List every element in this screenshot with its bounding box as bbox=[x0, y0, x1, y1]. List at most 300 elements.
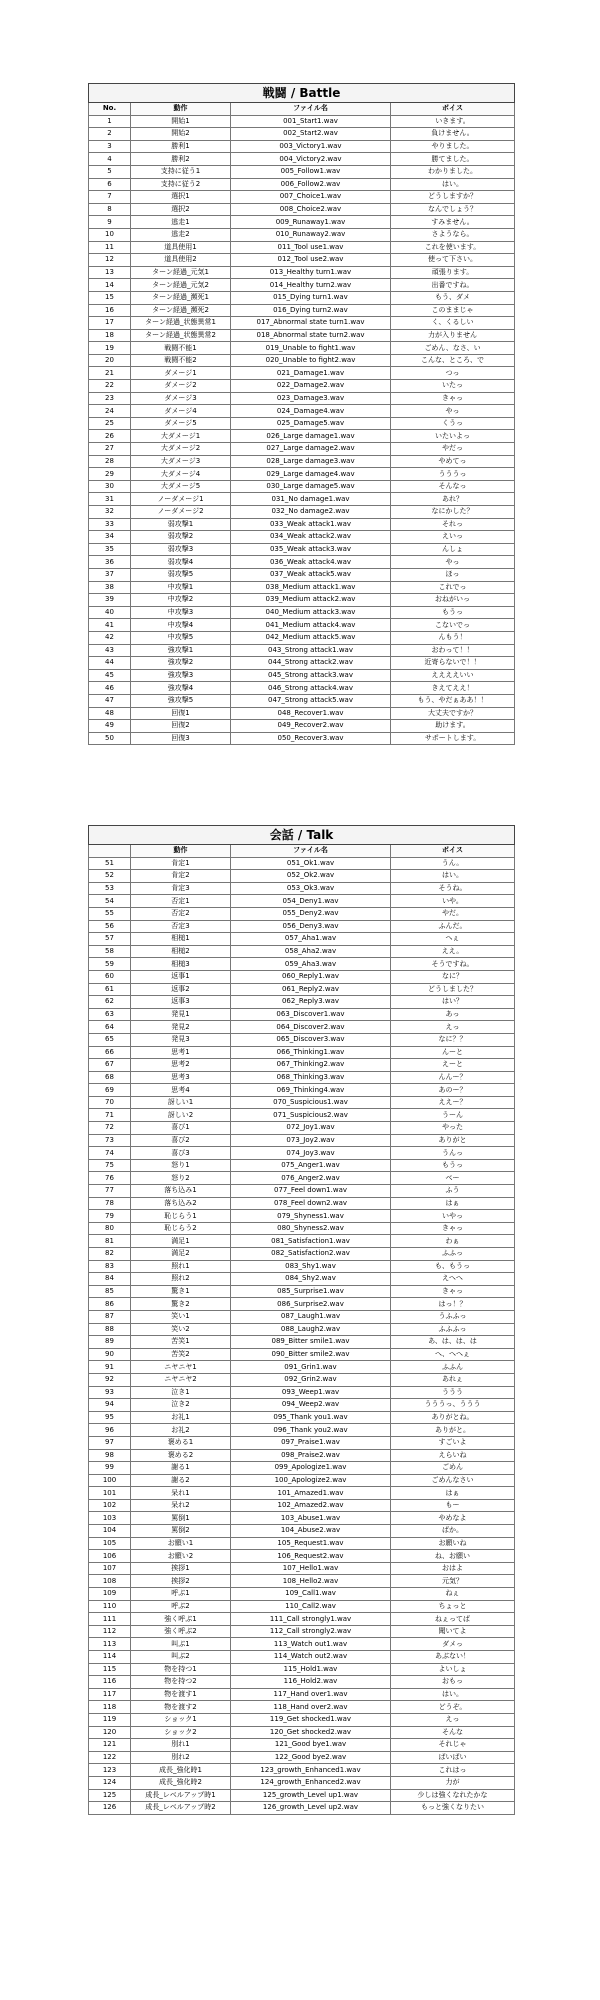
filename-cell: 101_Amazed1.wav bbox=[231, 1487, 391, 1500]
action-cell: 否定1 bbox=[131, 895, 231, 908]
filename-cell: 077_Feel down1.wav bbox=[231, 1185, 391, 1198]
table-row bbox=[89, 996, 515, 1009]
no-cell: 103 bbox=[89, 1512, 131, 1525]
voice-cell: うううっ、ううう bbox=[391, 1399, 515, 1412]
no-cell: 38 bbox=[89, 581, 131, 594]
table-row bbox=[89, 1411, 515, 1424]
no-cell: 61 bbox=[89, 983, 131, 996]
no-cell: 44 bbox=[89, 657, 131, 670]
no-cell: 77 bbox=[89, 1185, 131, 1198]
filename-cell: 052_Ok2.wav bbox=[231, 870, 391, 883]
table-row bbox=[89, 1235, 515, 1248]
no-cell: 60 bbox=[89, 970, 131, 983]
action-cell: 否定2 bbox=[131, 907, 231, 920]
action-cell: 思考2 bbox=[131, 1059, 231, 1072]
column-header-no bbox=[89, 845, 131, 858]
voice-cell: 近寄らないで！！ bbox=[391, 657, 515, 670]
table-row bbox=[89, 1159, 515, 1172]
voice-cell: やめてっ bbox=[391, 455, 515, 468]
action-cell: 強く呼ぶ1 bbox=[131, 1613, 231, 1626]
voice-cell: んーと bbox=[391, 1046, 515, 1059]
filename-cell: 076_Anger2.wav bbox=[231, 1172, 391, 1185]
no-cell: 65 bbox=[89, 1033, 131, 1046]
voice-cell: よいしょ bbox=[391, 1663, 515, 1676]
action-cell: 発見2 bbox=[131, 1021, 231, 1034]
filename-cell: 064_Discover2.wav bbox=[231, 1021, 391, 1034]
action-cell: ショック2 bbox=[131, 1726, 231, 1739]
no-cell: 102 bbox=[89, 1499, 131, 1512]
table-row bbox=[89, 958, 515, 971]
no-cell: 69 bbox=[89, 1084, 131, 1097]
action-cell: 強攻撃5 bbox=[131, 694, 231, 707]
filename-cell: 117_Hand over1.wav bbox=[231, 1688, 391, 1701]
action-cell: 挨拶2 bbox=[131, 1575, 231, 1588]
voice-cell: なんでしょう？ bbox=[391, 203, 515, 216]
voice-cell: はい。 bbox=[391, 178, 515, 191]
filename-cell: 087_Laugh1.wav bbox=[231, 1310, 391, 1323]
no-cell: 112 bbox=[89, 1625, 131, 1638]
table-row bbox=[89, 1021, 515, 1034]
table-row bbox=[89, 304, 515, 317]
table-row bbox=[89, 367, 515, 380]
no-cell: 62 bbox=[89, 996, 131, 1009]
no-cell: 105 bbox=[89, 1537, 131, 1550]
no-cell: 20 bbox=[89, 354, 131, 367]
filename-cell: 120_Get shocked2.wav bbox=[231, 1726, 391, 1739]
action-cell: 肯定2 bbox=[131, 870, 231, 883]
voice-cell: あれぇ bbox=[391, 1373, 515, 1386]
voice-cell: 頑張ります。 bbox=[391, 266, 515, 279]
voice-cell: きゃっ bbox=[391, 392, 515, 405]
voice-cell: いたいよっ bbox=[391, 430, 515, 443]
table-row bbox=[89, 1600, 515, 1613]
voice-cell: あ、は、は、は bbox=[391, 1336, 515, 1349]
voice-cell: つっ bbox=[391, 367, 515, 380]
table-row bbox=[89, 1537, 515, 1550]
action-cell: 驚き1 bbox=[131, 1285, 231, 1298]
filename-cell: 034_Weak attack2.wav bbox=[231, 531, 391, 544]
table-row bbox=[89, 317, 515, 330]
action-cell: 中攻撃1 bbox=[131, 581, 231, 594]
no-cell: 92 bbox=[89, 1373, 131, 1386]
filename-cell: 009_Runaway1.wav bbox=[231, 216, 391, 229]
action-cell: 満足1 bbox=[131, 1235, 231, 1248]
table-row bbox=[89, 1613, 515, 1626]
table-row bbox=[89, 165, 515, 178]
action-cell: 挨拶1 bbox=[131, 1562, 231, 1575]
no-cell: 58 bbox=[89, 945, 131, 958]
no-cell: 81 bbox=[89, 1235, 131, 1248]
action-cell: 支持に従う2 bbox=[131, 178, 231, 191]
table-row bbox=[89, 115, 515, 128]
action-cell: 戦闘不能2 bbox=[131, 354, 231, 367]
table-row bbox=[89, 329, 515, 342]
filename-cell: 103_Abuse1.wav bbox=[231, 1512, 391, 1525]
filename-cell: 078_Feel down2.wav bbox=[231, 1197, 391, 1210]
no-cell: 67 bbox=[89, 1059, 131, 1072]
table-row bbox=[89, 1449, 515, 1462]
filename-cell: 074_Joy3.wav bbox=[231, 1147, 391, 1160]
filename-cell: 020_Unable to fight2.wav bbox=[231, 354, 391, 367]
table-row bbox=[89, 1361, 515, 1374]
table-row bbox=[89, 405, 515, 418]
no-cell: 5 bbox=[89, 165, 131, 178]
voice-cell: んしょ bbox=[391, 543, 515, 556]
table-row bbox=[89, 1134, 515, 1147]
table-row bbox=[89, 216, 515, 229]
voice-cell: なにかした？ bbox=[391, 506, 515, 519]
no-cell: 72 bbox=[89, 1122, 131, 1135]
action-cell: 物を持つ2 bbox=[131, 1676, 231, 1689]
action-cell: 道具使用1 bbox=[131, 241, 231, 254]
no-cell: 15 bbox=[89, 291, 131, 304]
no-cell: 126 bbox=[89, 1802, 131, 1815]
table-row bbox=[89, 1525, 515, 1538]
action-cell: 落ち込み1 bbox=[131, 1185, 231, 1198]
action-cell: ダメージ1 bbox=[131, 367, 231, 380]
no-cell: 73 bbox=[89, 1134, 131, 1147]
table-row bbox=[89, 933, 515, 946]
table-row bbox=[89, 707, 515, 720]
action-cell: 泣き2 bbox=[131, 1399, 231, 1412]
table-row bbox=[89, 1008, 515, 1021]
table-row bbox=[89, 1273, 515, 1286]
voice-cell: もう、やだぁああ！！ bbox=[391, 694, 515, 707]
voice-cell: 使って下さい。 bbox=[391, 254, 515, 267]
filename-cell: 031_No damage1.wav bbox=[231, 493, 391, 506]
no-cell: 119 bbox=[89, 1713, 131, 1726]
table-row bbox=[89, 644, 515, 657]
filename-cell: 054_Deny1.wav bbox=[231, 895, 391, 908]
action-cell: ショック1 bbox=[131, 1713, 231, 1726]
voice-cell: すみません。 bbox=[391, 216, 515, 229]
no-cell: 52 bbox=[89, 870, 131, 883]
filename-cell: 029_Large damage4.wav bbox=[231, 468, 391, 481]
table-row bbox=[89, 870, 515, 883]
action-cell: ノーダメージ1 bbox=[131, 493, 231, 506]
table-row bbox=[89, 1059, 515, 1072]
voice-cell: ふふっ bbox=[391, 1248, 515, 1261]
voice-cell: 聞いてよ bbox=[391, 1625, 515, 1638]
voice-cell: ええー？ bbox=[391, 1096, 515, 1109]
no-cell: 37 bbox=[89, 568, 131, 581]
table-row bbox=[89, 970, 515, 983]
filename-cell: 028_Large damage3.wav bbox=[231, 455, 391, 468]
table-row bbox=[89, 581, 515, 594]
voice-cell: べー bbox=[391, 1172, 515, 1185]
table-row bbox=[89, 1764, 515, 1777]
filename-cell: 039_Medium attack2.wav bbox=[231, 594, 391, 607]
filename-cell: 010_Runaway2.wav bbox=[231, 228, 391, 241]
action-cell: ニヤニヤ2 bbox=[131, 1373, 231, 1386]
voice-cell: く、くるしい bbox=[391, 317, 515, 330]
filename-cell: 057_Aha1.wav bbox=[231, 933, 391, 946]
table-row bbox=[89, 1588, 515, 1601]
action-cell: 道具使用2 bbox=[131, 254, 231, 267]
voice-cell: おねがいっ bbox=[391, 594, 515, 607]
table-row bbox=[89, 291, 515, 304]
filename-cell: 111_Call strongly1.wav bbox=[231, 1613, 391, 1626]
action-cell: 大ダメージ4 bbox=[131, 468, 231, 481]
action-cell: ニヤニヤ1 bbox=[131, 1361, 231, 1374]
no-cell: 30 bbox=[89, 480, 131, 493]
no-cell: 18 bbox=[89, 329, 131, 342]
action-cell: 戦闘不能1 bbox=[131, 342, 231, 355]
filename-cell: 003_Victory1.wav bbox=[231, 140, 391, 153]
filename-cell: 068_Thinking3.wav bbox=[231, 1071, 391, 1084]
table-row bbox=[89, 882, 515, 895]
filename-cell: 122_Good bye2.wav bbox=[231, 1751, 391, 1764]
filename-cell: 004_Victory2.wav bbox=[231, 153, 391, 166]
voice-cell: ふふふっ bbox=[391, 1323, 515, 1336]
battle-sheet bbox=[88, 83, 514, 745]
table-row bbox=[89, 480, 515, 493]
table-row bbox=[89, 1210, 515, 1223]
no-cell: 43 bbox=[89, 644, 131, 657]
no-cell: 114 bbox=[89, 1651, 131, 1664]
table-row bbox=[89, 153, 515, 166]
action-cell: 叫ぶ2 bbox=[131, 1651, 231, 1664]
voice-cell: へ、へへぇ bbox=[391, 1348, 515, 1361]
no-cell: 87 bbox=[89, 1310, 131, 1323]
action-cell: 中攻撃2 bbox=[131, 594, 231, 607]
action-cell: お礼1 bbox=[131, 1411, 231, 1424]
no-cell: 12 bbox=[89, 254, 131, 267]
filename-cell: 123_growth_Enhanced1.wav bbox=[231, 1764, 391, 1777]
filename-cell: 015_Dying turn1.wav bbox=[231, 291, 391, 304]
voice-cell: これはっ bbox=[391, 1764, 515, 1777]
table-row bbox=[89, 140, 515, 153]
voice-cell: サポートします。 bbox=[391, 732, 515, 745]
no-cell: 34 bbox=[89, 531, 131, 544]
action-cell: 強攻撃1 bbox=[131, 644, 231, 657]
table-row bbox=[89, 1399, 515, 1412]
no-cell: 125 bbox=[89, 1789, 131, 1802]
table-row bbox=[89, 1713, 515, 1726]
action-cell: 泣き1 bbox=[131, 1386, 231, 1399]
table-row bbox=[89, 1638, 515, 1651]
voice-cell: もっと強くなりたい bbox=[391, 1802, 515, 1815]
action-cell: 弱攻撃2 bbox=[131, 531, 231, 544]
table-row bbox=[89, 1789, 515, 1802]
column-header-voice: ボイス bbox=[391, 103, 515, 116]
filename-cell: 016_Dying turn2.wav bbox=[231, 304, 391, 317]
filename-cell: 102_Amazed2.wav bbox=[231, 1499, 391, 1512]
voice-cell: それじゃ bbox=[391, 1739, 515, 1752]
filename-cell: 112_Call strongly2.wav bbox=[231, 1625, 391, 1638]
no-cell: 84 bbox=[89, 1273, 131, 1286]
filename-cell: 110_Call2.wav bbox=[231, 1600, 391, 1613]
no-cell: 88 bbox=[89, 1323, 131, 1336]
action-cell: 選択2 bbox=[131, 203, 231, 216]
filename-cell: 032_No damage2.wav bbox=[231, 506, 391, 519]
table-row bbox=[89, 543, 515, 556]
no-cell: 101 bbox=[89, 1487, 131, 1500]
no-cell: 16 bbox=[89, 304, 131, 317]
voice-cell: くうっ bbox=[391, 417, 515, 430]
no-cell: 31 bbox=[89, 493, 131, 506]
action-cell: 回復1 bbox=[131, 707, 231, 720]
filename-cell: 079_Shyness1.wav bbox=[231, 1210, 391, 1223]
table-row bbox=[89, 1386, 515, 1399]
no-cell: 110 bbox=[89, 1600, 131, 1613]
voice-cell: はい。 bbox=[391, 870, 515, 883]
table-row bbox=[89, 895, 515, 908]
voice-cell: あっ bbox=[391, 1008, 515, 1021]
filename-cell: 109_Call1.wav bbox=[231, 1588, 391, 1601]
voice-cell: えへへ bbox=[391, 1273, 515, 1286]
action-cell: お礼2 bbox=[131, 1424, 231, 1437]
filename-cell: 090_Bitter smile2.wav bbox=[231, 1348, 391, 1361]
table-row bbox=[89, 1046, 515, 1059]
action-cell: 回復3 bbox=[131, 732, 231, 745]
action-cell: 褒める1 bbox=[131, 1436, 231, 1449]
voice-cell: あれ？ bbox=[391, 493, 515, 506]
voice-cell: ふんだ。 bbox=[391, 920, 515, 933]
no-cell: 19 bbox=[89, 342, 131, 355]
table-row bbox=[89, 1462, 515, 1475]
action-cell: 大ダメージ3 bbox=[131, 455, 231, 468]
table-row bbox=[89, 1185, 515, 1198]
no-cell: 120 bbox=[89, 1726, 131, 1739]
voice-cell: さようなら。 bbox=[391, 228, 515, 241]
table-row bbox=[89, 1802, 515, 1815]
voice-cell: どうしました？ bbox=[391, 983, 515, 996]
no-cell: 22 bbox=[89, 380, 131, 393]
table-row bbox=[89, 1033, 515, 1046]
no-cell: 33 bbox=[89, 518, 131, 531]
voice-cell: なに？？ bbox=[391, 1033, 515, 1046]
table-row bbox=[89, 720, 515, 733]
no-cell: 75 bbox=[89, 1159, 131, 1172]
action-cell: お願い2 bbox=[131, 1550, 231, 1563]
filename-cell: 002_Start2.wav bbox=[231, 128, 391, 141]
filename-cell: 096_Thank you2.wav bbox=[231, 1424, 391, 1437]
table-row bbox=[89, 657, 515, 670]
voice-cell: お願いね bbox=[391, 1537, 515, 1550]
action-cell: 大ダメージ2 bbox=[131, 443, 231, 456]
no-cell: 108 bbox=[89, 1575, 131, 1588]
action-cell: 呆れ1 bbox=[131, 1487, 231, 1500]
voice-cell: ごめん bbox=[391, 1462, 515, 1475]
table-row bbox=[89, 1424, 515, 1437]
action-cell: 強く呼ぶ2 bbox=[131, 1625, 231, 1638]
table-row bbox=[89, 606, 515, 619]
voice-cell: ちょっと bbox=[391, 1600, 515, 1613]
filename-cell: 085_Surprise1.wav bbox=[231, 1285, 391, 1298]
battle-title: 戦闘 / Battle bbox=[89, 84, 515, 103]
table-row bbox=[89, 1285, 515, 1298]
filename-cell: 053_Ok3.wav bbox=[231, 882, 391, 895]
no-cell: 59 bbox=[89, 958, 131, 971]
table-row bbox=[89, 594, 515, 607]
table-row bbox=[89, 1323, 515, 1336]
action-cell: 成長_レベルアップ時1 bbox=[131, 1789, 231, 1802]
table-row bbox=[89, 506, 515, 519]
no-cell: 55 bbox=[89, 907, 131, 920]
action-cell: ターン経過_状態異常2 bbox=[131, 329, 231, 342]
no-cell: 90 bbox=[89, 1348, 131, 1361]
voice-cell: すごいよ bbox=[391, 1436, 515, 1449]
no-cell: 2 bbox=[89, 128, 131, 141]
filename-cell: 046_Strong attack4.wav bbox=[231, 682, 391, 695]
voice-cell: んんー？ bbox=[391, 1071, 515, 1084]
table-row bbox=[89, 682, 515, 695]
action-cell: 訝しい2 bbox=[131, 1109, 231, 1122]
no-cell: 115 bbox=[89, 1663, 131, 1676]
table-row bbox=[89, 1776, 515, 1789]
action-cell: 返事1 bbox=[131, 970, 231, 983]
action-cell: 返事3 bbox=[131, 996, 231, 1009]
table-row bbox=[89, 1726, 515, 1739]
voice-cell: もー bbox=[391, 1499, 515, 1512]
filename-cell: 048_Recover1.wav bbox=[231, 707, 391, 720]
no-cell: 4 bbox=[89, 153, 131, 166]
filename-cell: 091_Grin1.wav bbox=[231, 1361, 391, 1374]
no-cell: 45 bbox=[89, 669, 131, 682]
no-cell: 23 bbox=[89, 392, 131, 405]
filename-cell: 030_Large damage5.wav bbox=[231, 480, 391, 493]
filename-cell: 089_Bitter smile1.wav bbox=[231, 1336, 391, 1349]
action-cell: 怒り1 bbox=[131, 1159, 231, 1172]
voice-cell: はぁ bbox=[391, 1487, 515, 1500]
filename-cell: 088_Laugh2.wav bbox=[231, 1323, 391, 1336]
voice-cell: ね、お願い bbox=[391, 1550, 515, 1563]
action-cell: 成長_強化時2 bbox=[131, 1776, 231, 1789]
filename-cell: 108_Hello2.wav bbox=[231, 1575, 391, 1588]
no-cell: 14 bbox=[89, 279, 131, 292]
no-cell: 54 bbox=[89, 895, 131, 908]
action-cell: 別れ2 bbox=[131, 1751, 231, 1764]
table-row bbox=[89, 631, 515, 644]
no-cell: 32 bbox=[89, 506, 131, 519]
filename-cell: 065_Discover3.wav bbox=[231, 1033, 391, 1046]
action-cell: 発見3 bbox=[131, 1033, 231, 1046]
action-cell: 苦笑1 bbox=[131, 1336, 231, 1349]
table-row bbox=[89, 178, 515, 191]
table-row bbox=[89, 732, 515, 745]
no-cell: 21 bbox=[89, 367, 131, 380]
action-cell: 弱攻撃1 bbox=[131, 518, 231, 531]
table-row bbox=[89, 983, 515, 996]
action-cell: 発見1 bbox=[131, 1008, 231, 1021]
filename-cell: 082_Satisfaction2.wav bbox=[231, 1248, 391, 1261]
filename-cell: 069_Thinking4.wav bbox=[231, 1084, 391, 1097]
talk-rows bbox=[89, 857, 515, 1814]
voice-cell: やりました。 bbox=[391, 140, 515, 153]
table-row bbox=[89, 493, 515, 506]
no-cell: 51 bbox=[89, 857, 131, 870]
voice-cell: 助けます。 bbox=[391, 720, 515, 733]
action-cell: 照れ2 bbox=[131, 1273, 231, 1286]
action-cell: 物を渡す2 bbox=[131, 1701, 231, 1714]
table-row bbox=[89, 907, 515, 920]
table-row bbox=[89, 1550, 515, 1563]
no-cell: 1 bbox=[89, 115, 131, 128]
table-row bbox=[89, 1248, 515, 1261]
action-cell: ノーダメージ2 bbox=[131, 506, 231, 519]
action-cell: 相槌1 bbox=[131, 933, 231, 946]
action-cell: 罵倒1 bbox=[131, 1512, 231, 1525]
action-cell: 喜び2 bbox=[131, 1134, 231, 1147]
no-cell: 41 bbox=[89, 619, 131, 632]
no-cell: 100 bbox=[89, 1474, 131, 1487]
filename-cell: 005_Follow1.wav bbox=[231, 165, 391, 178]
no-cell: 36 bbox=[89, 556, 131, 569]
voice-cell: それっ bbox=[391, 518, 515, 531]
filename-cell: 056_Deny3.wav bbox=[231, 920, 391, 933]
talk-table bbox=[88, 825, 515, 1815]
